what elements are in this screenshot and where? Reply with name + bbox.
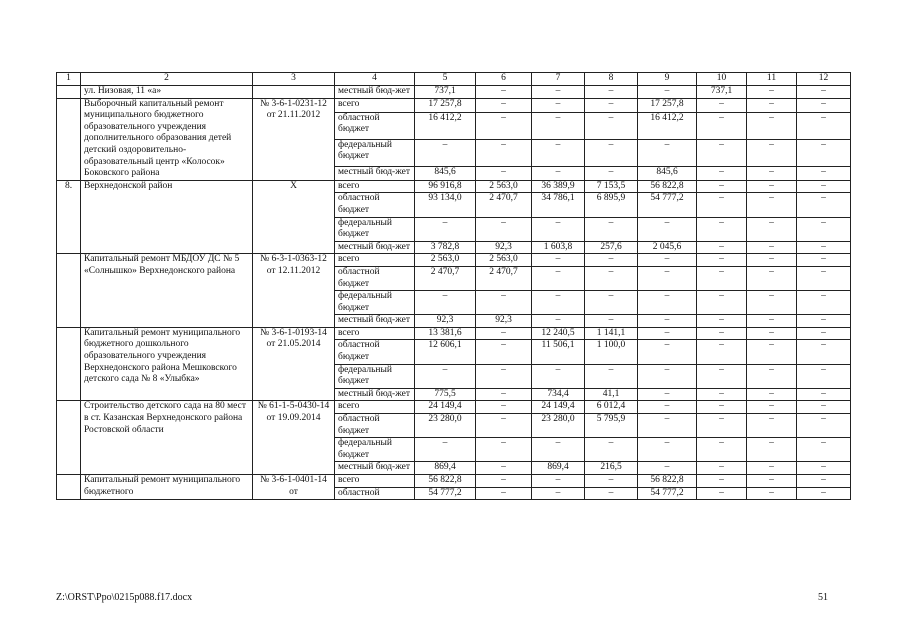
amount-cell: – [585,217,638,241]
amount-cell: – [638,327,697,340]
row-number [57,86,81,99]
amount-cell: 6 012,4 [585,401,638,414]
amount-cell: – [697,254,747,267]
amount-cell: – [747,487,797,500]
amount-cell: – [697,388,747,401]
amount-cell: – [797,327,851,340]
amount-cell: – [697,462,747,475]
amount-cell: – [585,475,638,488]
amount-cell: – [747,266,797,290]
amount-cell: – [585,254,638,267]
column-header: 9 [638,73,697,86]
amount-cell: – [415,217,476,241]
amount-cell: – [532,254,585,267]
object-name: Выборочный капитальный ремонт муниципального бюджетного образовательного учреждения дополнительного образования детей детский оздоровительно-образовательный центр «Колосок» Боковского района [81,98,253,180]
amount-cell: 845,6 [638,166,697,180]
amount-cell: – [476,487,532,500]
amount-cell: 775,5 [415,388,476,401]
amount-cell: – [747,291,797,315]
funding-source: областной бюджет [335,414,415,438]
amount-cell: – [697,291,747,315]
amount-cell: – [476,462,532,475]
amount-cell: – [585,291,638,315]
amount-cell: – [747,86,797,99]
amount-cell: – [697,414,747,438]
amount-cell: – [747,139,797,166]
document-number: № 6-3-1-0363-12 от 12.11.2012 [253,254,335,328]
amount-cell: 845,6 [415,166,476,180]
object-name: Верхнедонской район [81,180,253,254]
amount-cell: – [797,139,851,166]
amount-cell: 2 470,7 [476,193,532,217]
amount-cell: – [532,438,585,462]
amount-cell: – [638,364,697,388]
amount-cell: – [797,217,851,241]
document-number: № 61-1-5-0430-14 от 19.09.2014 [253,401,335,475]
amount-cell: – [747,475,797,488]
funding-source: областной [335,487,415,500]
amount-cell: – [532,266,585,290]
funding-source: федеральный бюджет [335,291,415,315]
amount-cell: – [415,438,476,462]
amount-cell: – [797,193,851,217]
table-body [57,86,851,500]
column-header: 12 [797,73,851,86]
column-header: 1 [57,73,81,86]
amount-cell: – [797,388,851,401]
funding-source: всего [335,327,415,340]
amount-cell: – [797,86,851,99]
amount-cell: – [638,86,697,99]
amount-cell: – [585,315,638,328]
amount-cell: – [532,315,585,328]
amount-cell: – [638,266,697,290]
amount-cell: – [638,254,697,267]
amount-cell: – [797,462,851,475]
amount-cell: 1 603,8 [532,241,585,254]
funding-source: всего [335,98,415,112]
amount-cell: – [747,388,797,401]
amount-cell: – [585,438,638,462]
amount-cell: – [476,401,532,414]
amount-cell: – [747,327,797,340]
amount-cell: 3 782,8 [415,241,476,254]
amount-cell: – [585,86,638,99]
amount-cell: – [697,98,747,112]
document-number: № 3-6-1-0401-14 от [253,475,335,500]
amount-cell: – [532,112,585,139]
column-header: 4 [335,73,415,86]
row-number [57,401,81,475]
column-header: 7 [532,73,585,86]
table-row [57,180,851,193]
amount-cell: – [697,217,747,241]
funding-source: местный бюд-жет [335,241,415,254]
amount-cell: – [585,112,638,139]
amount-cell: – [476,340,532,364]
amount-cell: – [476,86,532,99]
amount-cell: – [697,340,747,364]
amount-cell: 257,6 [585,241,638,254]
column-header: 3 [253,73,335,86]
amount-cell: – [532,166,585,180]
amount-cell: 2 563,0 [415,254,476,267]
amount-cell: 869,4 [415,462,476,475]
amount-cell: – [797,401,851,414]
funding-source: областной бюджет [335,193,415,217]
amount-cell: – [797,112,851,139]
table-header [57,73,851,86]
amount-cell: – [415,291,476,315]
row-number [57,475,81,500]
amount-cell: – [697,241,747,254]
amount-cell: 2 045,6 [638,241,697,254]
amount-cell: 54 777,2 [415,487,476,500]
row-number: 8. [57,180,81,254]
amount-cell: 24 149,4 [532,401,585,414]
document-number [253,86,335,99]
amount-cell: 56 822,8 [415,475,476,488]
amount-cell: – [476,291,532,315]
object-name: Строительство детского сада на 80 мест в ст. Казанская Верхнедонского района Ростовской области [81,401,253,475]
amount-cell: 56 822,8 [638,475,697,488]
amount-cell: – [638,340,697,364]
amount-cell: – [476,475,532,488]
amount-cell: – [585,364,638,388]
amount-cell: – [797,241,851,254]
amount-cell: – [532,291,585,315]
footer-file-path: Z:\ORST\Ppo\0215p088.f17.docx [56,592,193,603]
amount-cell: – [585,98,638,112]
amount-cell: – [638,401,697,414]
amount-cell: – [697,193,747,217]
amount-cell: – [797,438,851,462]
funding-source: местный бюд-жет [335,388,415,401]
amount-cell: – [797,315,851,328]
amount-cell: 96 916,8 [415,180,476,193]
amount-cell: – [476,438,532,462]
amount-cell: 12 606,1 [415,340,476,364]
funding-source: местный бюд-жет [335,86,415,99]
amount-cell: – [697,327,747,340]
document-number: № 3-6-1-0193-14 от 21.05.2014 [253,327,335,401]
amount-cell: – [476,112,532,139]
amount-cell: – [797,266,851,290]
amount-cell: – [697,139,747,166]
table-row [57,86,851,99]
amount-cell: 54 777,2 [638,487,697,500]
amount-cell: – [476,327,532,340]
amount-cell: – [797,98,851,112]
amount-cell: 92,3 [476,315,532,328]
table-row [57,475,851,488]
amount-cell: – [747,401,797,414]
amount-cell: – [747,340,797,364]
table-row [57,327,851,340]
amount-cell: – [747,193,797,217]
column-header: 2 [81,73,253,86]
funding-source: федеральный бюджет [335,438,415,462]
amount-cell: 1 100,0 [585,340,638,364]
amount-cell: 54 777,2 [638,193,697,217]
row-number [57,98,81,180]
amount-cell: – [697,166,747,180]
amount-cell: – [697,112,747,139]
amount-cell: 93 134,0 [415,193,476,217]
amount-cell: – [797,364,851,388]
amount-cell: – [747,98,797,112]
funding-source: местный бюд-жет [335,166,415,180]
amount-cell: – [638,414,697,438]
amount-cell: – [638,462,697,475]
amount-cell: – [697,364,747,388]
amount-cell: – [585,487,638,500]
amount-cell: 34 786,1 [532,193,585,217]
amount-cell: – [747,462,797,475]
amount-cell: – [797,475,851,488]
amount-cell: 11 506,1 [532,340,585,364]
amount-cell: – [476,98,532,112]
table-row [57,98,851,112]
amount-cell: 7 153,5 [585,180,638,193]
amount-cell: – [532,487,585,500]
amount-cell: – [747,241,797,254]
amount-cell: 12 240,5 [532,327,585,340]
amount-cell: – [797,414,851,438]
table-row [57,254,851,267]
amount-cell: – [797,166,851,180]
funding-source: областной бюджет [335,340,415,364]
amount-cell: – [532,475,585,488]
row-number [57,327,81,401]
amount-cell: – [476,217,532,241]
amount-cell: – [585,166,638,180]
amount-cell: 2 563,0 [476,254,532,267]
amount-cell: – [585,266,638,290]
amount-cell: 56 822,8 [638,180,697,193]
object-name: Капитальный ремонт муниципального бюджетного [81,475,253,500]
amount-cell: – [415,139,476,166]
amount-cell: 16 412,2 [415,112,476,139]
amount-cell: – [697,180,747,193]
amount-cell: – [797,291,851,315]
amount-cell: – [797,340,851,364]
funding-source: местный бюд-жет [335,462,415,475]
amount-cell: – [747,112,797,139]
amount-cell: 36 389,9 [532,180,585,193]
amount-cell: – [476,166,532,180]
funding-source: всего [335,254,415,267]
amount-cell: – [697,475,747,488]
document-number: Х [253,180,335,254]
amount-cell: – [638,438,697,462]
amount-cell: – [747,217,797,241]
table-row [57,401,851,414]
column-header: 6 [476,73,532,86]
amount-cell: 6 895,9 [585,193,638,217]
amount-cell: 869,4 [532,462,585,475]
column-header: 10 [697,73,747,86]
amount-cell: 23 280,0 [415,414,476,438]
funding-source: всего [335,401,415,414]
amount-cell: – [476,388,532,401]
amount-cell: – [638,388,697,401]
amount-cell: – [797,254,851,267]
row-number [57,254,81,328]
amount-cell: 734,4 [532,388,585,401]
funding-source: областной бюджет [335,266,415,290]
amount-cell: 17 257,8 [415,98,476,112]
amount-cell: – [697,487,747,500]
amount-cell: – [747,364,797,388]
budget-table [56,72,851,500]
funding-source: федеральный бюджет [335,139,415,166]
amount-cell: – [638,139,697,166]
amount-cell: – [697,401,747,414]
amount-cell: – [532,364,585,388]
amount-cell: – [532,217,585,241]
amount-cell: – [638,315,697,328]
amount-cell: – [585,139,638,166]
funding-source: федеральный бюджет [335,217,415,241]
amount-cell: 16 412,2 [638,112,697,139]
amount-cell: – [747,180,797,193]
amount-cell: – [638,291,697,315]
column-header: 8 [585,73,638,86]
amount-cell: 1 141,1 [585,327,638,340]
amount-cell: – [532,139,585,166]
amount-cell: 2 470,7 [415,266,476,290]
page-number: 51 [818,592,828,603]
amount-cell: – [747,254,797,267]
amount-cell: – [697,438,747,462]
amount-cell: – [697,266,747,290]
amount-cell: – [415,364,476,388]
funding-source: областной бюджет [335,112,415,139]
funding-source: местный бюд-жет [335,315,415,328]
amount-cell: 2 563,0 [476,180,532,193]
amount-cell: – [697,315,747,328]
document-number: № 3-6-1-0231-12 от 21.11.2012 [253,98,335,180]
column-header: 11 [747,73,797,86]
amount-cell: 92,3 [415,315,476,328]
amount-cell: 737,1 [697,86,747,99]
amount-cell: 92,3 [476,241,532,254]
amount-cell: 5 795,9 [585,414,638,438]
amount-cell: – [747,166,797,180]
amount-cell: 17 257,8 [638,98,697,112]
amount-cell: 23 280,0 [532,414,585,438]
amount-cell: – [476,139,532,166]
funding-source: всего [335,180,415,193]
amount-cell: – [747,315,797,328]
amount-cell: – [797,487,851,500]
amount-cell: 13 381,6 [415,327,476,340]
amount-cell: – [747,414,797,438]
amount-cell: 737,1 [415,86,476,99]
object-name: Капитальный ремонт муниципального бюджетного дошкольного образовательного учреждения Верхнедонского района Мешковского детского сада № 8 «Улыбка» [81,327,253,401]
amount-cell: – [797,180,851,193]
amount-cell: – [476,364,532,388]
funding-source: всего [335,475,415,488]
amount-cell: – [532,98,585,112]
object-name: Капитальный ремонт МБДОУ ДС № 5 «Солнышко» Верхнедонского района [81,254,253,328]
amount-cell: 2 470,7 [476,266,532,290]
amount-cell: – [532,86,585,99]
column-header: 5 [415,73,476,86]
object-name: ул. Низовая, 11 «а» [81,86,253,99]
amount-cell: – [747,438,797,462]
amount-cell: 24 149,4 [415,401,476,414]
amount-cell: 216,5 [585,462,638,475]
amount-cell: – [638,217,697,241]
funding-source: федеральный бюджет [335,364,415,388]
amount-cell: – [476,414,532,438]
amount-cell: 41,1 [585,388,638,401]
